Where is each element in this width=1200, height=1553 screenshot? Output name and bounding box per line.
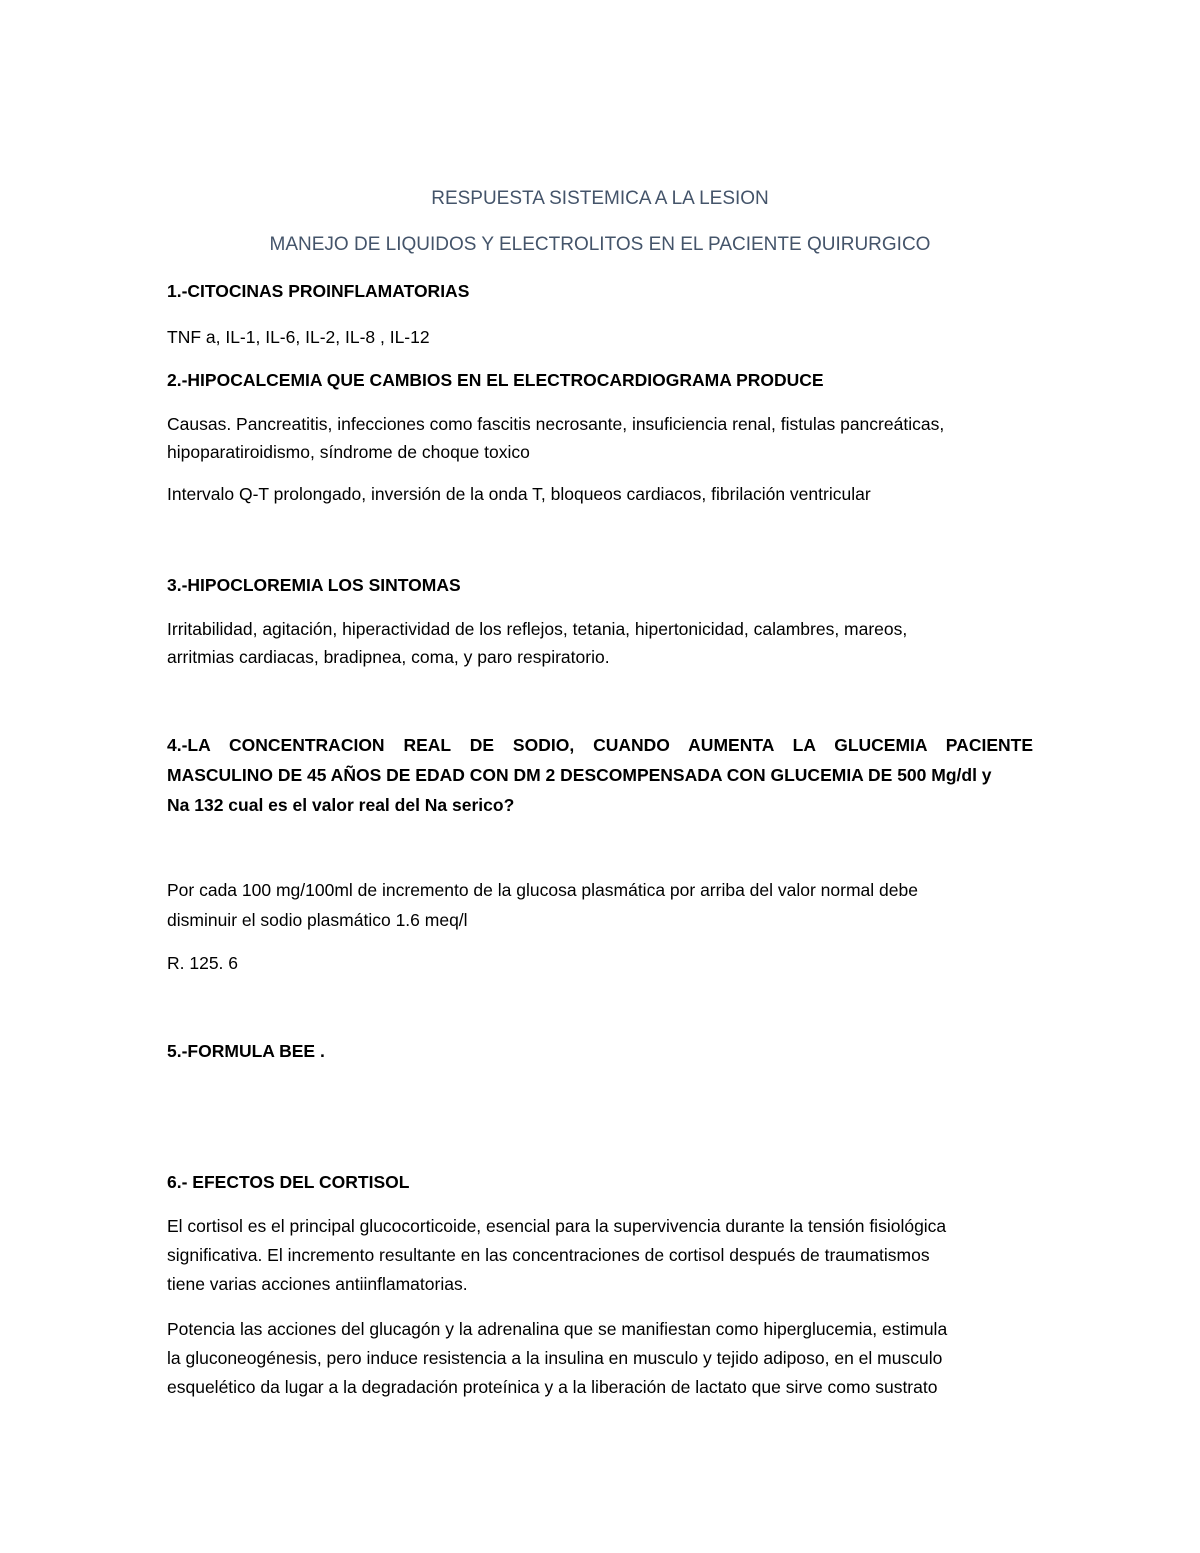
section-4-heading-line: MASCULINO DE 45 AÑOS DE EDAD CON DM 2 DESCOMPENSADA CON GLUCEMIA DE 500 Mg/dl y: [167, 765, 992, 785]
section-6-text-line: tiene varias acciones antiinflamatorias.: [167, 1274, 468, 1294]
document-subtitle: MANEJO DE LIQUIDOS Y ELECTROLITOS EN EL PACIENTE QUIRURGICO: [269, 234, 931, 255]
section-6-heading: 6.- EFECTOS DEL CORTISOL: [167, 1172, 410, 1192]
section-2-text-line: hipoparatiroidismo, síndrome de choque toxico: [167, 442, 530, 462]
section-4-text-line: disminuir el sodio plasmático 1.6 meq/l: [167, 910, 468, 930]
section-1-heading: 1.-CITOCINAS PROINFLAMATORIAS: [167, 281, 470, 301]
document-title: RESPUESTA SISTEMICA A LA LESION: [431, 188, 769, 209]
section-4-text-line: Por cada 100 mg/100ml de incremento de la glucosa plasmática por arriba del valor normal debe: [167, 880, 918, 900]
section-6-text-line: la gluconeogénesis, pero induce resistencia a la insulina en musculo y tejido adiposo, en el musculo: [167, 1348, 943, 1368]
section-6-text-line: significativa. El incremento resultante en las concentraciones de cortisol después de traumatismos: [167, 1245, 930, 1265]
section-2-text-line: Causas. Pancreatitis, infecciones como fascitis necrosante, insuficiencia renal, fistulas pancreáticas,: [167, 414, 945, 434]
section-5-heading: 5.-FORMULA BEE .: [167, 1041, 325, 1061]
section-4-answer: R. 125. 6: [167, 953, 239, 973]
section-4-heading-line: 4.-LA CONCENTRACION REAL DE SODIO, CUANDO AUMENTA LA GLUCEMIA PACIENTE: [167, 735, 1033, 755]
section-6-text-line: Potencia las acciones del glucagón y la adrenalina que se manifiestan como hiperglucemia, estimula: [167, 1319, 948, 1339]
section-3-text-line: Irritabilidad, agitación, hiperactividad de los reflejos, tetania, hipertonicidad, calambres, mareos,: [167, 619, 908, 639]
section-4-heading-line: Na 132 cual es el valor real del Na serico?: [167, 795, 515, 815]
section-6-text-line: esquelético da lugar a la degradación proteínica y a la liberación de lactato que sirve como sustrato: [167, 1377, 938, 1397]
section-2-text-line: Intervalo Q-T prolongado, inversión de la onda T, bloqueos cardiacos, fibrilación ventricular: [167, 484, 871, 504]
section-1-text: TNF a, IL-1, IL-6, IL-2, IL-8 , IL-12: [167, 327, 430, 347]
section-6-text-line: El cortisol es el principal glucocorticoide, esencial para la supervivencia durante la tensión fisiológica: [167, 1216, 947, 1236]
section-2-heading: 2.-HIPOCALCEMIA QUE CAMBIOS EN EL ELECTROCARDIOGRAMA PRODUCE: [167, 370, 824, 390]
section-3-heading: 3.-HIPOCLOREMIA LOS SINTOMAS: [167, 575, 461, 595]
section-3-text-line: arritmias cardiacas, bradipnea, coma, y paro respiratorio.: [167, 647, 610, 667]
